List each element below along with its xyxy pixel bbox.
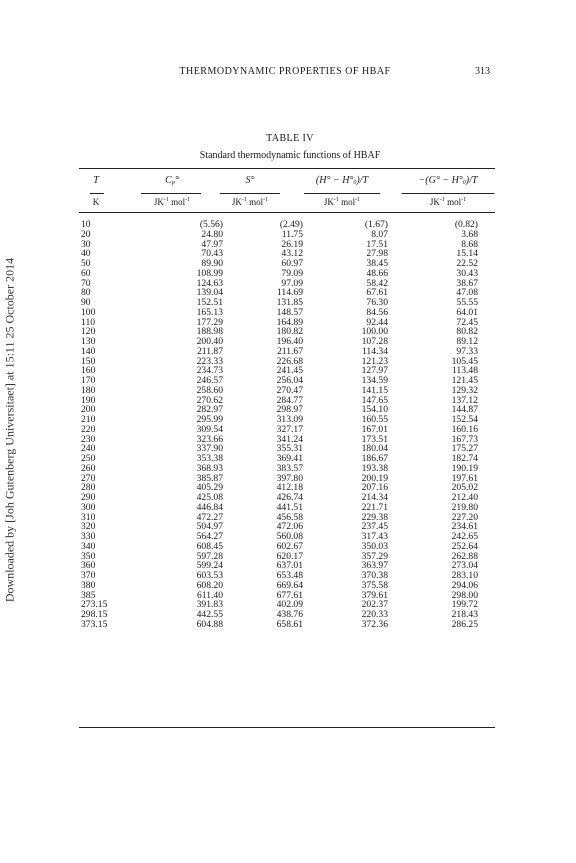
table-cell: 47.08 <box>456 287 478 299</box>
table-cell: 227.20 <box>451 511 478 523</box>
table-cell: 121.45 <box>451 375 478 386</box>
table-cell: 221.71 <box>361 501 388 513</box>
table-cell: 124.63 <box>196 277 223 289</box>
table-cell: 55.55 <box>456 297 478 308</box>
table-cell: 167.73 <box>451 433 478 445</box>
table-cell: 120 <box>81 326 96 338</box>
table-cell: 40 <box>81 248 91 260</box>
table-cell: 47.97 <box>201 238 223 250</box>
table-body <box>79 220 495 630</box>
table-cell: 298.15 <box>81 609 108 620</box>
table-cell: 190 <box>81 394 96 406</box>
table-cell: 17.51 <box>366 238 388 250</box>
table-cell: 38.67 <box>456 277 478 289</box>
table-cell: 76.30 <box>366 297 388 308</box>
table-cell: 669.64 <box>276 579 303 591</box>
table-cell: 173.51 <box>361 433 388 445</box>
table-cell: 200.19 <box>361 472 388 484</box>
table-cell: 67.61 <box>366 287 388 299</box>
table-cell: 48.66 <box>366 267 388 279</box>
table-cell: 30 <box>81 238 91 250</box>
table-cell: 237.45 <box>361 521 388 533</box>
header-T-rule <box>90 193 104 194</box>
table-cell: 80 <box>81 287 91 299</box>
header-cp-unit: $JK^{-1}$ mol$^{-1}$ <box>153 197 191 207</box>
table-cell: 604.88 <box>196 618 223 630</box>
table-cell: 205.02 <box>451 482 478 494</box>
table-cell: 373.15 <box>81 618 108 630</box>
table-cell: 391.83 <box>196 599 223 611</box>
header-gibbs-rule <box>402 193 494 194</box>
table-cell: 220.33 <box>361 609 388 620</box>
table-cell: 200 <box>81 404 96 416</box>
header-T-unit: K <box>92 197 100 207</box>
table-cell: 375.58 <box>361 579 388 591</box>
table-cell: 70.43 <box>201 248 223 260</box>
table-cell: 100 <box>81 306 96 318</box>
table-cell: 160 <box>81 365 96 377</box>
table-cell: 141.15 <box>361 384 388 396</box>
table-cell: 207.16 <box>361 482 388 494</box>
table-cell: 219.80 <box>451 501 478 513</box>
table-cell: 456.58 <box>276 511 303 523</box>
table-top-rule <box>79 168 495 169</box>
table-cell: 60 <box>81 267 91 279</box>
table-cell: 270.47 <box>276 384 303 396</box>
table-cell: 22.52 <box>456 258 478 269</box>
table-cell: 282.97 <box>196 404 223 416</box>
table-cell: 504.97 <box>196 521 223 533</box>
table-caption: Standard thermodynamic functions of HBAF <box>199 150 381 161</box>
table-cell: 170 <box>81 375 96 386</box>
table-cell: 164.89 <box>276 316 303 328</box>
table-cell: 218.43 <box>451 609 478 620</box>
table-cell: 385.87 <box>196 472 223 484</box>
table-cell: 211.87 <box>196 345 223 357</box>
table-cell: 368.93 <box>196 462 223 474</box>
table-cell: 226.68 <box>276 355 303 367</box>
table-cell: 242.65 <box>451 531 478 542</box>
table-cell: (0.82) <box>454 219 478 230</box>
table-cell: 327.17 <box>276 423 303 435</box>
table-cell: 234.73 <box>196 365 223 377</box>
table-cell: 309.54 <box>196 423 223 435</box>
table-cell: 370 <box>81 570 96 581</box>
header-s-rule <box>220 193 280 194</box>
table-cell: 154.10 <box>361 404 388 416</box>
table-cell: 11.75 <box>281 228 303 240</box>
table-cell: 72.45 <box>456 316 478 328</box>
table-cell: 677.61 <box>276 589 303 601</box>
table-cell: (1.67) <box>364 219 388 230</box>
table-cell: 597.28 <box>196 550 223 562</box>
table-cell: 148.57 <box>276 306 303 318</box>
table-cell: 26.19 <box>281 238 303 250</box>
table-cell: 360 <box>81 560 96 572</box>
running-header: THERMODYNAMIC PROPERTIES OF HBAF <box>179 66 391 77</box>
table-cell: 286.25 <box>451 618 478 630</box>
table-cell: 30.43 <box>456 267 478 279</box>
table-cell: 357.29 <box>361 550 388 562</box>
table-cell: 240 <box>81 443 96 455</box>
table-cell: 560.08 <box>276 531 303 542</box>
table-cell: 385 <box>81 589 96 601</box>
header-s-unit: $JK^{-1}$ mol$^{-1}$ <box>231 197 269 207</box>
table-cell: (5.56) <box>199 219 223 230</box>
table-cell: 70 <box>81 277 91 289</box>
table-cell: 8.68 <box>461 238 478 250</box>
table-cell: 658.61 <box>276 618 303 630</box>
table-cell: 372.36 <box>361 618 388 630</box>
header-enthalpy-rule <box>304 193 380 194</box>
table-cell: 602.67 <box>276 540 303 552</box>
table-cell: 317.43 <box>361 531 388 542</box>
table-cell: 350 <box>81 550 96 562</box>
table-cell: 92.44 <box>366 316 388 328</box>
header-gibbs-symbol: $-(G^\circ - H^\circ_0)/T$ <box>418 175 478 186</box>
table-cell: 108.99 <box>196 267 223 279</box>
table-row <box>79 620 495 630</box>
table-cell: 150 <box>81 355 96 367</box>
table-cell: 211.67 <box>276 345 303 357</box>
table-cell: 144.87 <box>451 404 478 416</box>
table-cell: 252.64 <box>451 540 478 552</box>
table-cell: 620.17 <box>276 550 303 562</box>
table-cell: 270 <box>81 472 96 484</box>
table-cell: 212.40 <box>451 492 478 503</box>
table-cell: 80.82 <box>456 326 478 338</box>
table-cell: 89.90 <box>201 258 223 269</box>
table-cell: 27.98 <box>366 248 388 260</box>
table-cell: 197.61 <box>451 472 478 484</box>
table-cell: 412.18 <box>276 482 303 494</box>
table-cell: 129.32 <box>451 384 478 396</box>
table-cell: 196.40 <box>276 336 303 347</box>
table-cell: 290 <box>81 492 96 503</box>
table-cell: 353.38 <box>196 453 223 464</box>
table-header-rule <box>79 212 495 213</box>
table-cell: 180.82 <box>276 326 303 338</box>
header-enthalpy-unit: $JK^{-1}$ mol$^{-1}$ <box>323 197 361 207</box>
table-cell: 472.27 <box>196 511 223 523</box>
table-cell: 383.57 <box>276 462 303 474</box>
table-cell: 370.38 <box>361 570 388 581</box>
table-cell: 107.28 <box>361 336 388 347</box>
table-cell: 234.61 <box>451 521 478 533</box>
table-cell: 167.01 <box>361 423 388 435</box>
table-cell: 270.62 <box>196 394 223 406</box>
table-cell: 58.42 <box>366 277 388 289</box>
table-cell: 113.48 <box>451 365 478 377</box>
table-cell: 379.61 <box>361 589 388 601</box>
table-cell: 608.45 <box>196 540 223 552</box>
table-cell: 3.68 <box>461 228 478 240</box>
table-cell: 246.57 <box>196 375 223 386</box>
table-cell: 50 <box>81 258 91 269</box>
table-cell: 472.06 <box>276 521 303 533</box>
table-cell: 283.10 <box>451 570 478 581</box>
table-cell: 258.60 <box>196 384 223 396</box>
table-cell: 131.85 <box>276 297 303 308</box>
table-cell: 97.09 <box>281 277 303 289</box>
table-cell: 152.51 <box>196 297 223 308</box>
table-cell: 43.12 <box>281 248 303 260</box>
table-cell: 653.48 <box>276 570 303 581</box>
header-s-symbol: S° <box>245 175 255 186</box>
table-cell: 564.27 <box>196 531 223 542</box>
table-cell: 100.00 <box>361 326 388 338</box>
table-cell: 8.07 <box>371 228 388 240</box>
table-cell: 165.13 <box>196 306 223 318</box>
table-cell: 330 <box>81 531 96 542</box>
table-cell: 295.99 <box>196 414 223 425</box>
table-cell: 280 <box>81 482 96 494</box>
table-cell: 199.72 <box>451 599 478 611</box>
table-cell: 350.03 <box>361 540 388 552</box>
table-cell: 230 <box>81 433 96 445</box>
table-cell: 160.55 <box>361 414 388 425</box>
table-cell: 110 <box>81 316 96 328</box>
table-cell: 397.80 <box>276 472 303 484</box>
table-cell: 405.29 <box>196 482 223 494</box>
table-cell: 10 <box>81 219 91 230</box>
table-cell: 380 <box>81 579 96 591</box>
table-cell: 426.74 <box>276 492 303 503</box>
table-cell: 180 <box>81 384 96 396</box>
table-cell: 152.54 <box>451 414 478 425</box>
table-cell: 127.97 <box>361 365 388 377</box>
table-cell: 200.40 <box>196 336 223 347</box>
table-cell: 442.55 <box>196 609 223 620</box>
table-cell: 89.12 <box>456 336 478 347</box>
table-cell: 340 <box>81 540 96 552</box>
table-cell: 147.65 <box>361 394 388 406</box>
table-cell: 402.09 <box>276 599 303 611</box>
table-cell: 341.24 <box>276 433 303 445</box>
table-cell: 425.08 <box>196 492 223 503</box>
table-cell: 15.14 <box>456 248 478 260</box>
table-cell: 214.34 <box>361 492 388 503</box>
table-cell: 90 <box>81 297 91 308</box>
table-cell: 79.09 <box>281 267 303 279</box>
table-cell: 313.09 <box>276 414 303 425</box>
table-cell: 186.67 <box>361 453 388 464</box>
table-cell: 60.97 <box>281 258 303 269</box>
page-number: 313 <box>475 66 490 77</box>
header-T-symbol: T <box>93 175 99 186</box>
table-cell: 298.97 <box>276 404 303 416</box>
table-cell: 134.59 <box>361 375 388 386</box>
table-cell: 202.37 <box>361 599 388 611</box>
header-cp-rule <box>141 193 201 194</box>
table-cell: 603.53 <box>196 570 223 581</box>
table-cell: 284.77 <box>276 394 303 406</box>
table-cell: 256.04 <box>276 375 303 386</box>
table-cell: 355.31 <box>276 443 303 455</box>
table-cell: 140 <box>81 345 96 357</box>
table-cell: 446.84 <box>196 501 223 513</box>
table-cell: 320 <box>81 521 96 533</box>
table-cell: 241.45 <box>276 365 303 377</box>
table-cell: 438.76 <box>276 609 303 620</box>
table-cell: 273.04 <box>451 560 478 572</box>
table-cell: 177.29 <box>196 316 223 328</box>
header-cp-symbol: $C_p^\circ$ <box>165 175 179 186</box>
table-cell: 20 <box>81 228 91 240</box>
table-cell: 637.01 <box>276 560 303 572</box>
table-cell: 300 <box>81 501 96 513</box>
table-cell: 310 <box>81 511 96 523</box>
table-cell: 137.12 <box>451 394 478 406</box>
table-cell: 262.88 <box>451 550 478 562</box>
table-cell: 323.66 <box>196 433 223 445</box>
table-cell: 64.01 <box>456 306 478 318</box>
table-cell: 97.33 <box>456 345 478 357</box>
table-cell: 363.97 <box>361 560 388 572</box>
table-cell: 220 <box>81 423 96 435</box>
table-cell: 180.04 <box>361 443 388 455</box>
table-cell: 369.41 <box>276 453 303 464</box>
table-label: TABLE IV <box>266 133 314 144</box>
table-cell: 223.33 <box>196 355 223 367</box>
table-cell: 250 <box>81 453 96 464</box>
header-gibbs-unit: $JK^{-1}$ mol$^{-1}$ <box>429 197 467 207</box>
table-cell: 229.38 <box>361 511 388 523</box>
table-bottom-rule <box>79 727 495 728</box>
table-cell: 188.98 <box>196 326 223 338</box>
table-cell: 130 <box>81 336 96 347</box>
table-cell: 114.34 <box>361 345 388 357</box>
table-cell: 38.45 <box>366 258 388 269</box>
table-cell: 175.27 <box>451 443 478 455</box>
table-cell: 160.16 <box>451 423 478 435</box>
table-cell: 84.56 <box>366 306 388 318</box>
table-cell: 611.40 <box>196 589 223 601</box>
table-cell: 599.24 <box>196 560 223 572</box>
table-cell: 193.38 <box>361 462 388 474</box>
table-cell: 608.20 <box>196 579 223 591</box>
table-cell: 24.80 <box>201 228 223 240</box>
table-cell: 273.15 <box>81 599 108 611</box>
table-cell: 298.00 <box>451 589 478 601</box>
table-cell: 441.51 <box>276 501 303 513</box>
table-cell: 121.23 <box>361 355 388 367</box>
table-cell: (2.49) <box>279 219 303 230</box>
table-cell: 260 <box>81 462 96 474</box>
table-cell: 139.04 <box>196 287 223 299</box>
header-enthalpy-symbol: $(H^\circ - H^\circ_0)/T$ <box>315 175 369 186</box>
table-cell: 105.45 <box>451 355 478 367</box>
table-cell: 182.74 <box>451 453 478 464</box>
table-cell: 294.06 <box>451 579 478 591</box>
watermark-text: Downloaded by [Joh Gutenberg Universitaet] at 15:11 25 October 2014 <box>2 257 17 603</box>
table-cell: 190.19 <box>451 462 478 474</box>
table-cell: 337.90 <box>196 443 223 455</box>
table-cell: 210 <box>81 414 96 425</box>
table-cell: 114.69 <box>276 287 303 299</box>
